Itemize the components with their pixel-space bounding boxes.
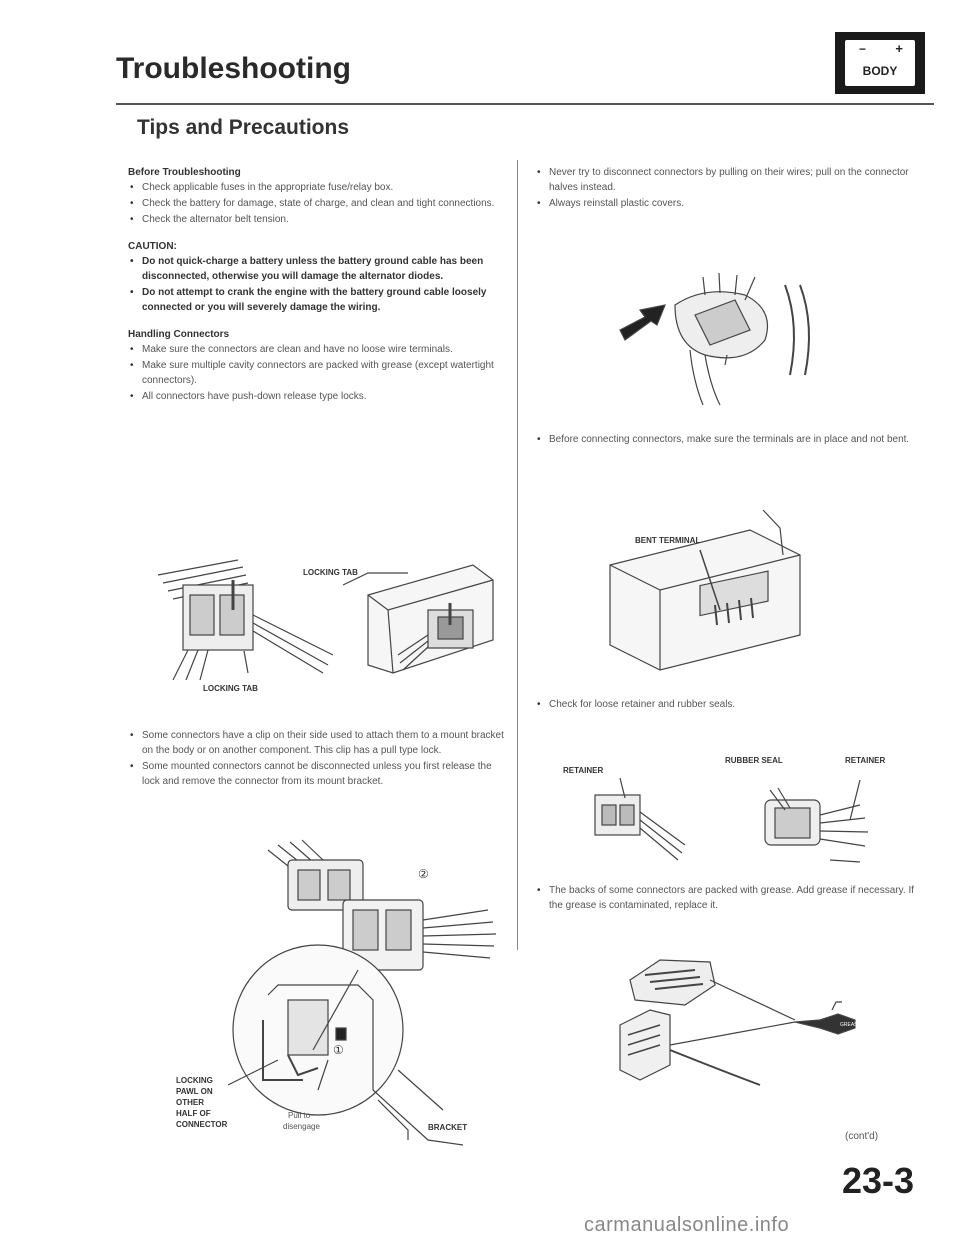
list-item: • Do not quick-charge a battery unless the battery ground cable has been disconnected, otherwise you will damage the alternator diodes. (128, 254, 508, 284)
bracket-label: BRACKET (428, 1123, 468, 1132)
page-title: Troubleshooting (116, 52, 351, 85)
continued-label: (cont'd) (845, 1131, 879, 1142)
mount-bracket-figure (128, 830, 508, 1150)
header-rule (116, 103, 934, 105)
list-item: • All connectors have push-down release type locks. (128, 389, 508, 404)
list-item: • Make sure the connectors are clean and have no loose wire terminals. (128, 342, 508, 357)
mount-bracket-text (128, 728, 508, 790)
battery-minus: − (859, 42, 867, 56)
list-item: • Check the alternator belt tension. (128, 212, 508, 227)
retainer-left-label: RETAINER (563, 766, 604, 775)
column-divider (517, 160, 518, 950)
locking-pawl-label-2: PAWL ON (176, 1087, 213, 1096)
list-item: • Check the battery for damage, state of charge, and clean and tight connections. (128, 196, 508, 211)
rubber-seal-label: RUBBER SEAL (725, 756, 783, 765)
before-troubleshooting (128, 165, 508, 227)
list-item: • Always reinstall plastic covers. (535, 196, 915, 211)
battery-icon (845, 40, 915, 86)
list-item: • Check applicable fuses in the appropriate fuse/relay box. (128, 180, 508, 195)
bent-terminal-figure (585, 510, 845, 675)
section-title: Tips and Precautions (137, 116, 349, 139)
caution-heading: CAUTION: (128, 241, 177, 252)
retainer-figure (560, 750, 900, 875)
list-item: • Make sure multiple cavity connectors are packed with grease (except watertight connectors). (128, 358, 508, 388)
list-item: • Do not attempt to crank the engine with the battery ground cable loosely connected or you will severely damage the wiring. (128, 285, 508, 315)
body-badge (835, 32, 925, 94)
list-item: • Some mounted connectors cannot be disconnected unless you first release the lock and remove the connector from its mount bracket. (128, 759, 508, 789)
right-column-top (535, 165, 915, 212)
check-seals-text (535, 697, 915, 713)
callout-2: ② (418, 867, 429, 881)
grease-tube-label: GREASE (840, 1022, 861, 1028)
list-item: • Before connecting connectors, make sure the terminals are in place and not bent. (535, 432, 915, 447)
locking-pawl-label-4: HALF OF (176, 1109, 211, 1118)
handling-connectors (128, 327, 508, 404)
handling-heading: Handling Connectors (128, 329, 230, 340)
locking-tab-figure (128, 555, 508, 700)
before-heading: Before Troubleshooting (128, 167, 241, 178)
locking-pawl-label-5: CONNECTOR (176, 1120, 228, 1129)
locking-tab-label-top: LOCKING TAB (303, 568, 358, 577)
page-number: 23-3 (842, 1160, 915, 1201)
list-item: • Never try to disconnect connectors by pulling on their wires; pull on the connector halves instead. (535, 165, 915, 195)
caution-block (128, 239, 508, 315)
bent-terminal-label: BENT TERMINAL (635, 536, 701, 545)
list-item: • Check for loose retainer and rubber seals. (535, 697, 915, 712)
battery-plus: + (895, 41, 903, 56)
locking-pawl-label-3: OTHER (176, 1098, 204, 1107)
pull-label-1: Pull to (288, 1111, 311, 1120)
left-column (128, 165, 508, 416)
badge-label: BODY (862, 64, 898, 78)
pull-label-2: disengage (283, 1122, 320, 1131)
disconnect-figure (585, 255, 845, 410)
grease-figure (600, 950, 880, 1090)
list-item: • The backs of some connectors are packed with grease. Add grease if necessary. If the grease is contaminated, replace it. (535, 883, 915, 913)
locking-pawl-label-1: LOCKING (176, 1076, 213, 1085)
grease-text (535, 883, 915, 914)
before-connecting-text (535, 432, 915, 448)
locking-tab-label-bottom: LOCKING TAB (203, 684, 258, 693)
callout-1: ① (333, 1043, 344, 1057)
watermark: carmanualsonline.info (584, 1214, 790, 1236)
list-item: • Some connectors have a clip on their side used to attach them to a mount bracket on the body or on another component. This clip has a pull type lock. (128, 728, 508, 758)
retainer-right-label: RETAINER (845, 756, 886, 765)
